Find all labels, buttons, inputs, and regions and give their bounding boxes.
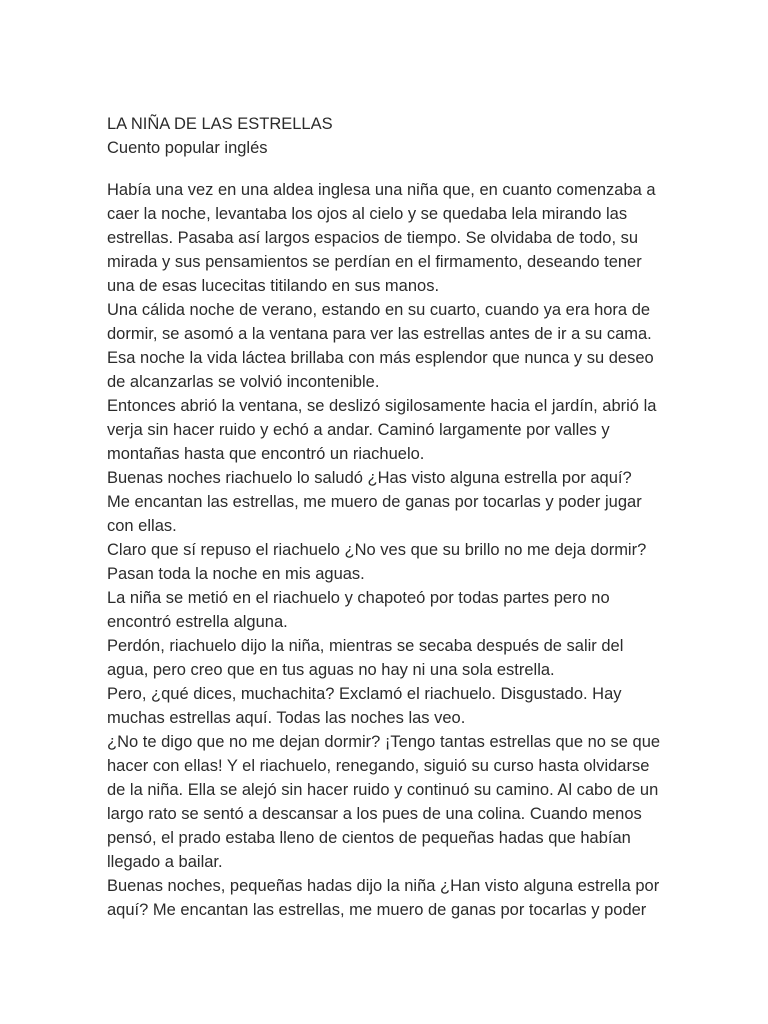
document-body	[107, 178, 667, 922]
text-line: montañas hasta que encontró un riachuelo.	[107, 445, 425, 463]
text-line: largo rato se sentó a descansar a los pues de una colina. Cuando menos	[107, 805, 642, 823]
text-line: Entonces abrió la ventana, se deslizó sigilosamente hacia el jardín, abrió la	[107, 397, 657, 415]
document-content	[107, 112, 667, 922]
text-line: Claro que sí repuso el riachuelo ¿No ves que su brillo no me deja dormir?	[107, 541, 647, 559]
text-line: caer la noche, levantaba los ojos al cielo y se quedaba lela mirando las	[107, 205, 628, 223]
text-line: de alcanzarlas se volvió incontenible.	[107, 373, 380, 391]
document-subtitle: Cuento popular inglés	[107, 139, 268, 157]
text-line: llegado a bailar.	[107, 853, 223, 871]
document-title: LA NIÑA DE LAS ESTRELLAS	[107, 115, 333, 133]
text-line: Buenas noches, pequeñas hadas dijo la niña ¿Han visto alguna estrella por	[107, 877, 660, 895]
text-line: muchas estrellas aquí. Todas las noches las veo.	[107, 709, 466, 727]
text-line: mirada y sus pensamientos se perdían en el firmamento, deseando tener	[107, 253, 642, 271]
text-line: Esa noche la vida láctea brillaba con más esplendor que nunca y su deseo	[107, 349, 654, 367]
text-line: ¿No te digo que no me dejan dormir? ¡Tengo tantas estrellas que no se que	[107, 733, 661, 751]
text-line: estrellas. Pasaba así largos espacios de tiempo. Se olvidaba de todo, su	[107, 229, 639, 247]
text-line: Pasan toda la noche en mis aguas.	[107, 565, 365, 583]
text-line: agua, pero creo que en tus aguas no hay ni una sola estrella.	[107, 661, 555, 679]
text-line: pensó, el prado estaba lleno de cientos de pequeñas hadas que habían	[107, 829, 631, 847]
text-line: con ellas.	[107, 517, 177, 535]
text-line: aquí? Me encantan las estrellas, me muero de ganas por tocarlas y poder	[107, 901, 647, 919]
text-line: verja sin hacer ruido y echó a andar. Caminó largamente por valles y	[107, 421, 610, 439]
text-line: de la niña. Ella se alejó sin hacer ruido y continuó su camino. Al cabo de un	[107, 781, 659, 799]
text-line: Había una vez en una aldea inglesa una niña que, en cuanto comenzaba a	[107, 181, 656, 199]
text-line: dormir, se asomó a la ventana para ver las estrellas antes de ir a su cama.	[107, 325, 652, 343]
text-line: Perdón, riachuelo dijo la niña, mientras se secaba después de salir del	[107, 637, 624, 655]
text-line: Me encantan las estrellas, me muero de ganas por tocarlas y poder jugar	[107, 493, 642, 511]
text-line: Una cálida noche de verano, estando en su cuarto, cuando ya era hora de	[107, 301, 651, 319]
text-line: una de esas lucecitas titilando en sus manos.	[107, 277, 440, 295]
text-line: hacer con ellas! Y el riachuelo, renegando, siguió su curso hasta olvidarse	[107, 757, 650, 775]
text-line: Buenas noches riachuelo lo saludó ¿Has visto alguna estrella por aquí?	[107, 469, 632, 487]
text-line: encontró estrella alguna.	[107, 613, 288, 631]
text-line: La niña se metió en el riachuelo y chapoteó por todas partes pero no	[107, 589, 610, 607]
text-line: Pero, ¿qué dices, muchachita? Exclamó el riachuelo. Disgustado. Hay	[107, 685, 622, 703]
